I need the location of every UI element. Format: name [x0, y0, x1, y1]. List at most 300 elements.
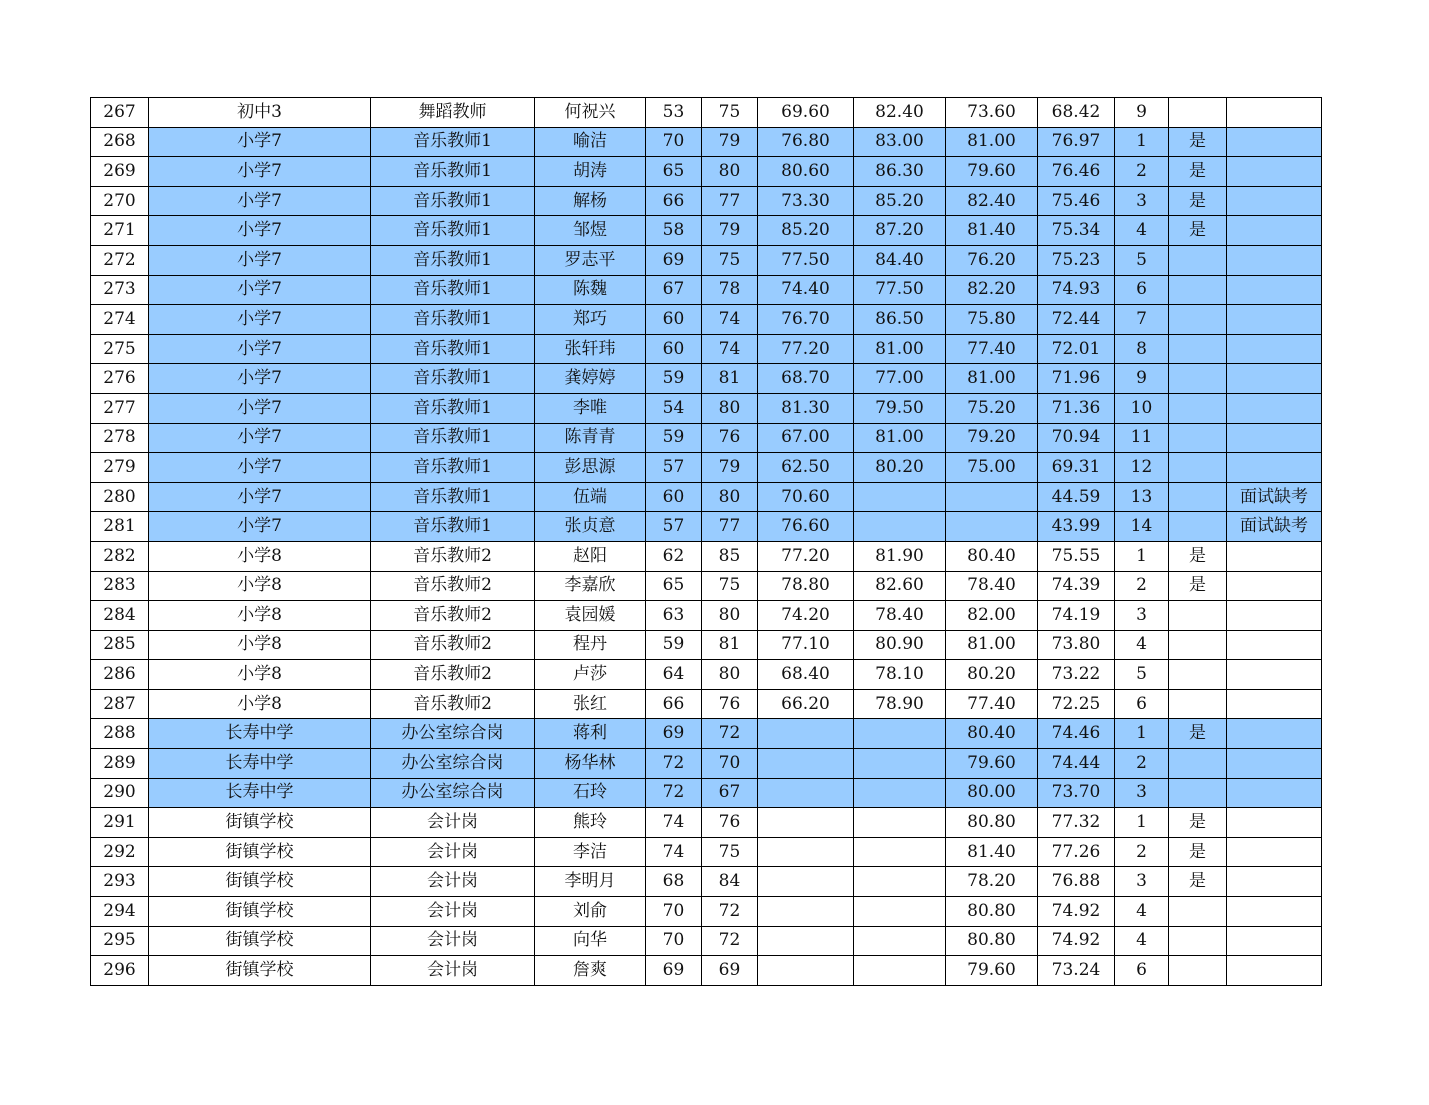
written-score-1-cell: 70 [646, 926, 702, 956]
name-cell: 李嘉欣 [535, 571, 646, 601]
name-cell: 袁园媛 [535, 601, 646, 631]
post-cell: 音乐教师1 [371, 423, 535, 453]
rank-cell: 11 [1115, 423, 1169, 453]
written-score-1-cell: 67 [646, 275, 702, 305]
written-score-2-cell: 80 [702, 393, 758, 423]
total-score-cell: 74.44 [1038, 749, 1115, 779]
skill-score-cell: 80.60 [758, 157, 854, 187]
rank-cell: 9 [1115, 364, 1169, 394]
written-score-1-cell: 62 [646, 541, 702, 571]
interview-score-2-cell: 77.40 [946, 334, 1038, 364]
table-body [91, 98, 1322, 986]
total-score-cell: 73.80 [1038, 630, 1115, 660]
total-score-cell: 71.36 [1038, 393, 1115, 423]
interview-score-2-cell: 80.80 [946, 897, 1038, 927]
unit-cell: 小学8 [149, 571, 371, 601]
post-cell: 音乐教师1 [371, 127, 535, 157]
table-row [91, 334, 1322, 364]
unit-cell: 小学7 [149, 275, 371, 305]
unit-cell: 小学7 [149, 423, 371, 453]
skill-score-cell: 77.10 [758, 630, 854, 660]
post-cell: 音乐教师1 [371, 453, 535, 483]
written-score-2-cell: 81 [702, 630, 758, 660]
note-cell: 面试缺考 [1227, 482, 1322, 512]
table-row [91, 926, 1322, 956]
name-cell: 赵阳 [535, 541, 646, 571]
unit-cell: 长寿中学 [149, 778, 371, 808]
seq-cell: 270 [91, 186, 149, 216]
written-score-2-cell: 74 [702, 334, 758, 364]
post-cell: 办公室综合岗 [371, 749, 535, 779]
name-cell: 詹爽 [535, 956, 646, 986]
written-score-1-cell: 70 [646, 897, 702, 927]
pass-cell [1169, 897, 1227, 927]
written-score-1-cell: 60 [646, 482, 702, 512]
name-cell: 卢莎 [535, 660, 646, 690]
seq-cell: 284 [91, 601, 149, 631]
interview-score-1-cell: 78.90 [854, 689, 946, 719]
seq-cell: 269 [91, 157, 149, 187]
rank-cell: 1 [1115, 719, 1169, 749]
name-cell: 解杨 [535, 186, 646, 216]
written-score-2-cell: 80 [702, 660, 758, 690]
name-cell: 李唯 [535, 393, 646, 423]
table-row [91, 98, 1322, 128]
table-row [91, 393, 1322, 423]
written-score-1-cell: 68 [646, 867, 702, 897]
skill-score-cell: 68.70 [758, 364, 854, 394]
written-score-1-cell: 59 [646, 630, 702, 660]
table-row [91, 689, 1322, 719]
skill-score-cell [758, 956, 854, 986]
interview-score-2-cell: 79.60 [946, 749, 1038, 779]
interview-score-1-cell: 81.00 [854, 334, 946, 364]
pass-cell: 是 [1169, 867, 1227, 897]
unit-cell: 街镇学校 [149, 956, 371, 986]
interview-score-2-cell: 81.00 [946, 364, 1038, 394]
written-score-2-cell: 75 [702, 571, 758, 601]
written-score-2-cell: 72 [702, 719, 758, 749]
written-score-2-cell: 75 [702, 837, 758, 867]
seq-cell: 271 [91, 216, 149, 246]
interview-score-2-cell: 82.40 [946, 186, 1038, 216]
unit-cell: 初中3 [149, 98, 371, 128]
pass-cell [1169, 393, 1227, 423]
name-cell: 熊玲 [535, 808, 646, 838]
pass-cell: 是 [1169, 541, 1227, 571]
pass-cell [1169, 926, 1227, 956]
name-cell: 邹煜 [535, 216, 646, 246]
skill-score-cell: 76.60 [758, 512, 854, 542]
unit-cell: 小学7 [149, 216, 371, 246]
pass-cell [1169, 245, 1227, 275]
unit-cell: 小学7 [149, 512, 371, 542]
interview-score-2-cell: 79.20 [946, 423, 1038, 453]
table-row [91, 837, 1322, 867]
seq-cell: 272 [91, 245, 149, 275]
note-cell [1227, 719, 1322, 749]
total-score-cell: 70.94 [1038, 423, 1115, 453]
name-cell: 李洁 [535, 837, 646, 867]
interview-score-2-cell [946, 512, 1038, 542]
written-score-1-cell: 74 [646, 837, 702, 867]
total-score-cell: 75.23 [1038, 245, 1115, 275]
pass-cell [1169, 453, 1227, 483]
seq-cell: 282 [91, 541, 149, 571]
rank-cell: 3 [1115, 186, 1169, 216]
seq-cell: 294 [91, 897, 149, 927]
interview-score-1-cell [854, 719, 946, 749]
post-cell: 音乐教师2 [371, 630, 535, 660]
name-cell: 石玲 [535, 778, 646, 808]
unit-cell: 小学8 [149, 689, 371, 719]
rank-cell: 14 [1115, 512, 1169, 542]
rank-cell: 1 [1115, 541, 1169, 571]
post-cell: 音乐教师2 [371, 689, 535, 719]
written-score-2-cell: 79 [702, 216, 758, 246]
total-score-cell: 73.70 [1038, 778, 1115, 808]
written-score-1-cell: 65 [646, 157, 702, 187]
unit-cell: 小学7 [149, 334, 371, 364]
post-cell: 音乐教师1 [371, 393, 535, 423]
total-score-cell: 74.19 [1038, 601, 1115, 631]
seq-cell: 286 [91, 660, 149, 690]
written-score-1-cell: 64 [646, 660, 702, 690]
table-row [91, 630, 1322, 660]
name-cell: 喻洁 [535, 127, 646, 157]
post-cell: 会计岗 [371, 808, 535, 838]
written-score-2-cell: 72 [702, 926, 758, 956]
seq-cell: 293 [91, 867, 149, 897]
skill-score-cell [758, 749, 854, 779]
seq-cell: 291 [91, 808, 149, 838]
written-score-1-cell: 65 [646, 571, 702, 601]
written-score-2-cell: 69 [702, 956, 758, 986]
interview-score-1-cell: 80.20 [854, 453, 946, 483]
interview-score-1-cell: 84.40 [854, 245, 946, 275]
note-cell [1227, 778, 1322, 808]
interview-score-2-cell: 81.00 [946, 127, 1038, 157]
seq-cell: 274 [91, 305, 149, 335]
pass-cell: 是 [1169, 127, 1227, 157]
interview-score-2-cell: 81.40 [946, 837, 1038, 867]
seq-cell: 280 [91, 482, 149, 512]
pass-cell [1169, 601, 1227, 631]
note-cell [1227, 630, 1322, 660]
name-cell: 蒋利 [535, 719, 646, 749]
note-cell [1227, 571, 1322, 601]
rank-cell: 6 [1115, 275, 1169, 305]
table-row [91, 867, 1322, 897]
interview-score-1-cell [854, 926, 946, 956]
table-row [91, 897, 1322, 927]
post-cell: 会计岗 [371, 956, 535, 986]
written-score-1-cell: 74 [646, 808, 702, 838]
interview-score-1-cell: 87.20 [854, 216, 946, 246]
total-score-cell: 72.01 [1038, 334, 1115, 364]
seq-cell: 295 [91, 926, 149, 956]
rank-cell: 10 [1115, 393, 1169, 423]
total-score-cell: 74.92 [1038, 926, 1115, 956]
rank-cell: 4 [1115, 926, 1169, 956]
seq-cell: 285 [91, 630, 149, 660]
written-score-1-cell: 72 [646, 749, 702, 779]
written-score-1-cell: 59 [646, 364, 702, 394]
name-cell: 向华 [535, 926, 646, 956]
unit-cell: 小学8 [149, 601, 371, 631]
total-score-cell: 77.32 [1038, 808, 1115, 838]
written-score-2-cell: 74 [702, 305, 758, 335]
rank-cell: 7 [1115, 305, 1169, 335]
interview-score-2-cell: 81.40 [946, 216, 1038, 246]
unit-cell: 长寿中学 [149, 719, 371, 749]
pass-cell [1169, 98, 1227, 128]
seq-cell: 281 [91, 512, 149, 542]
seq-cell: 290 [91, 778, 149, 808]
table-row [91, 364, 1322, 394]
post-cell: 音乐教师1 [371, 245, 535, 275]
total-score-cell: 69.31 [1038, 453, 1115, 483]
interview-score-1-cell: 78.10 [854, 660, 946, 690]
interview-score-2-cell: 80.80 [946, 808, 1038, 838]
post-cell: 舞蹈教师 [371, 98, 535, 128]
total-score-cell: 68.42 [1038, 98, 1115, 128]
table-row [91, 808, 1322, 838]
note-cell [1227, 897, 1322, 927]
written-score-1-cell: 66 [646, 689, 702, 719]
interview-score-1-cell: 86.30 [854, 157, 946, 187]
written-score-1-cell: 72 [646, 778, 702, 808]
skill-score-cell: 66.20 [758, 689, 854, 719]
pass-cell: 是 [1169, 837, 1227, 867]
written-score-2-cell: 76 [702, 689, 758, 719]
post-cell: 会计岗 [371, 926, 535, 956]
note-cell [1227, 334, 1322, 364]
total-score-cell: 73.22 [1038, 660, 1115, 690]
skill-score-cell [758, 926, 854, 956]
pass-cell [1169, 334, 1227, 364]
name-cell: 胡涛 [535, 157, 646, 187]
note-cell [1227, 808, 1322, 838]
interview-score-2-cell [946, 482, 1038, 512]
written-score-2-cell: 75 [702, 98, 758, 128]
interview-score-1-cell [854, 897, 946, 927]
pass-cell: 是 [1169, 157, 1227, 187]
written-score-1-cell: 69 [646, 956, 702, 986]
skill-score-cell [758, 897, 854, 927]
interview-score-1-cell: 80.90 [854, 630, 946, 660]
rank-cell: 6 [1115, 956, 1169, 986]
rank-cell: 8 [1115, 334, 1169, 364]
name-cell: 龚婷婷 [535, 364, 646, 394]
interview-score-2-cell: 75.20 [946, 393, 1038, 423]
note-cell [1227, 216, 1322, 246]
written-score-1-cell: 54 [646, 393, 702, 423]
table-row [91, 571, 1322, 601]
pass-cell [1169, 482, 1227, 512]
pass-cell: 是 [1169, 186, 1227, 216]
written-score-2-cell: 77 [702, 186, 758, 216]
interview-score-1-cell: 77.00 [854, 364, 946, 394]
seq-cell: 267 [91, 98, 149, 128]
table-row [91, 245, 1322, 275]
pass-cell [1169, 275, 1227, 305]
total-score-cell: 74.92 [1038, 897, 1115, 927]
interview-score-1-cell: 81.00 [854, 423, 946, 453]
pass-cell [1169, 956, 1227, 986]
unit-cell: 小学7 [149, 245, 371, 275]
total-score-cell: 76.46 [1038, 157, 1115, 187]
table-row [91, 749, 1322, 779]
name-cell: 郑巧 [535, 305, 646, 335]
interview-score-2-cell: 78.20 [946, 867, 1038, 897]
written-score-2-cell: 80 [702, 601, 758, 631]
written-score-2-cell: 77 [702, 512, 758, 542]
written-score-2-cell: 75 [702, 245, 758, 275]
name-cell: 张红 [535, 689, 646, 719]
name-cell: 杨华林 [535, 749, 646, 779]
total-score-cell: 72.25 [1038, 689, 1115, 719]
table-row [91, 453, 1322, 483]
post-cell: 音乐教师1 [371, 334, 535, 364]
total-score-cell: 74.93 [1038, 275, 1115, 305]
total-score-cell: 43.99 [1038, 512, 1115, 542]
note-cell [1227, 364, 1322, 394]
rank-cell: 3 [1115, 778, 1169, 808]
table-row [91, 305, 1322, 335]
interview-score-1-cell [854, 867, 946, 897]
total-score-cell: 76.97 [1038, 127, 1115, 157]
unit-cell: 街镇学校 [149, 808, 371, 838]
pass-cell [1169, 364, 1227, 394]
skill-score-cell: 62.50 [758, 453, 854, 483]
table-row [91, 719, 1322, 749]
note-cell [1227, 660, 1322, 690]
rank-cell: 4 [1115, 216, 1169, 246]
skill-score-cell: 74.20 [758, 601, 854, 631]
note-cell [1227, 956, 1322, 986]
total-score-cell: 73.24 [1038, 956, 1115, 986]
post-cell: 音乐教师1 [371, 186, 535, 216]
written-score-1-cell: 60 [646, 334, 702, 364]
unit-cell: 小学7 [149, 305, 371, 335]
note-cell [1227, 245, 1322, 275]
written-score-1-cell: 59 [646, 423, 702, 453]
post-cell: 音乐教师2 [371, 601, 535, 631]
name-cell: 刘俞 [535, 897, 646, 927]
total-score-cell: 77.26 [1038, 837, 1115, 867]
interview-score-1-cell [854, 512, 946, 542]
written-score-1-cell: 69 [646, 719, 702, 749]
table-row [91, 275, 1322, 305]
skill-score-cell [758, 837, 854, 867]
rank-cell: 4 [1115, 897, 1169, 927]
skill-score-cell: 78.80 [758, 571, 854, 601]
rank-cell: 13 [1115, 482, 1169, 512]
rank-cell: 4 [1115, 630, 1169, 660]
interview-score-2-cell: 81.00 [946, 630, 1038, 660]
name-cell: 陈青青 [535, 423, 646, 453]
post-cell: 会计岗 [371, 837, 535, 867]
skill-score-cell: 77.20 [758, 541, 854, 571]
post-cell: 办公室综合岗 [371, 719, 535, 749]
pass-cell [1169, 749, 1227, 779]
interview-score-2-cell: 80.40 [946, 541, 1038, 571]
interview-score-2-cell: 80.00 [946, 778, 1038, 808]
interview-score-1-cell: 82.60 [854, 571, 946, 601]
name-cell: 彭思源 [535, 453, 646, 483]
interview-score-2-cell: 77.40 [946, 689, 1038, 719]
interview-score-2-cell: 79.60 [946, 956, 1038, 986]
written-score-1-cell: 53 [646, 98, 702, 128]
rank-cell: 2 [1115, 571, 1169, 601]
unit-cell: 街镇学校 [149, 897, 371, 927]
note-cell [1227, 305, 1322, 335]
interview-score-2-cell: 79.60 [946, 157, 1038, 187]
seq-cell: 273 [91, 275, 149, 305]
written-score-1-cell: 66 [646, 186, 702, 216]
interview-score-1-cell [854, 956, 946, 986]
name-cell: 何祝兴 [535, 98, 646, 128]
total-score-cell: 75.55 [1038, 541, 1115, 571]
skill-score-cell [758, 778, 854, 808]
total-score-cell: 74.39 [1038, 571, 1115, 601]
rank-cell: 5 [1115, 660, 1169, 690]
note-cell [1227, 867, 1322, 897]
skill-score-cell [758, 867, 854, 897]
note-cell [1227, 127, 1322, 157]
interview-score-1-cell: 79.50 [854, 393, 946, 423]
written-score-2-cell: 79 [702, 127, 758, 157]
seq-cell: 289 [91, 749, 149, 779]
skill-score-cell: 70.60 [758, 482, 854, 512]
name-cell: 李明月 [535, 867, 646, 897]
unit-cell: 街镇学校 [149, 926, 371, 956]
interview-score-1-cell: 86.50 [854, 305, 946, 335]
seq-cell: 288 [91, 719, 149, 749]
table-row [91, 541, 1322, 571]
total-score-cell: 75.34 [1038, 216, 1115, 246]
skill-score-cell: 85.20 [758, 216, 854, 246]
total-score-cell: 74.46 [1038, 719, 1115, 749]
interview-score-1-cell [854, 808, 946, 838]
interview-score-2-cell: 75.00 [946, 453, 1038, 483]
interview-score-2-cell: 80.40 [946, 719, 1038, 749]
total-score-cell: 44.59 [1038, 482, 1115, 512]
rank-cell: 5 [1115, 245, 1169, 275]
unit-cell: 小学7 [149, 364, 371, 394]
unit-cell: 小学7 [149, 482, 371, 512]
interview-score-2-cell: 76.20 [946, 245, 1038, 275]
seq-cell: 277 [91, 393, 149, 423]
note-cell [1227, 541, 1322, 571]
interview-score-1-cell [854, 749, 946, 779]
skill-score-cell: 76.80 [758, 127, 854, 157]
note-cell [1227, 749, 1322, 779]
unit-cell: 街镇学校 [149, 837, 371, 867]
written-score-1-cell: 63 [646, 601, 702, 631]
post-cell: 音乐教师2 [371, 660, 535, 690]
interview-score-2-cell: 82.20 [946, 275, 1038, 305]
written-score-2-cell: 70 [702, 749, 758, 779]
post-cell: 音乐教师2 [371, 571, 535, 601]
note-cell [1227, 186, 1322, 216]
note-cell [1227, 393, 1322, 423]
note-cell [1227, 157, 1322, 187]
table-row [91, 512, 1322, 542]
table-row [91, 186, 1322, 216]
table-row [91, 482, 1322, 512]
